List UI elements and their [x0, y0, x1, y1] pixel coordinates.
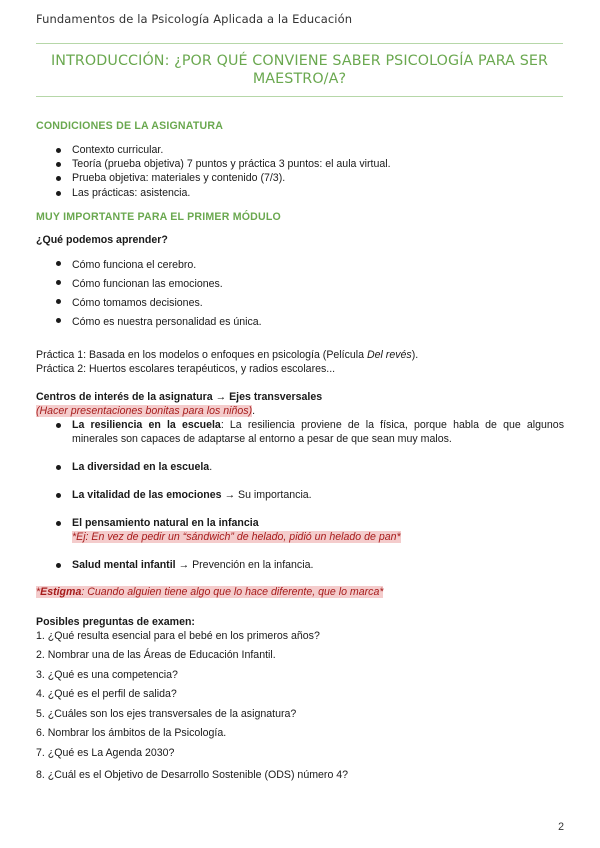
important-heading: MUY IMPORTANTE PARA EL PRIMER MÓDULO	[36, 210, 281, 223]
page-title: INTRODUCCIÓN: ¿POR QUÉ CONVIENE SABER PSICOLOGÍA PARA SER MAESTRO/A?	[50, 53, 549, 87]
list-item: 6. Nombrar los ámbitos de la Psicología.	[36, 727, 227, 740]
exam-questions	[36, 627, 564, 786]
list-item: 3. ¿Qué es una competencia?	[36, 668, 178, 681]
list-item: Cómo tomamos decisiones.	[36, 294, 564, 313]
list-item: Cómo funcionan las emociones.	[36, 275, 564, 294]
list-item: Teoría (prueba objetiva) 7 puntos y práctica 3 puntos: el aula virtual.	[36, 157, 564, 171]
content	[36, 119, 564, 786]
running-header: Fundamentos de la Psicología Aplicada a la Educación	[36, 12, 353, 26]
list-item: La resiliencia en la escuela: La resiliencia proviene de la física, porque habla de que algunos minerales son capaces de adaptarse al entorno a pesar de que sean muy malos.	[36, 418, 564, 446]
list-item: 1. ¿Qué resulta esencial para el bebé en los primeros años?	[36, 629, 320, 642]
list-item: Contexto curricular.	[36, 143, 564, 157]
list-item: La vitalidad de las emociones → Su importancia.	[36, 488, 564, 502]
stigma-note: *Estigma: Cuando alguien tiene algo que lo hace diferente, que lo marca*	[36, 585, 384, 598]
conditions-list	[36, 143, 564, 200]
centers-note: (Hacer presentaciones bonitas para los niños).	[36, 404, 256, 417]
list-item: 8. ¿Cuál es el Objetivo de Desarrollo Sostenible (ODS) número 4?	[36, 769, 349, 782]
conditions-heading: CONDICIONES DE LA ASIGNATURA	[36, 120, 224, 132]
list-item: 5. ¿Cuáles son los ejes transversales de la asignatura?	[36, 707, 297, 720]
list-item: La diversidad en la escuela.	[36, 460, 564, 474]
centers-list	[36, 418, 564, 572]
list-item: 2. Nombrar una de las Áreas de Educación Infantil.	[36, 649, 276, 662]
list-item: 7. ¿Qué es La Agenda 2030?	[36, 746, 175, 759]
list-item: 4. ¿Qué es el perfil de salida?	[36, 688, 177, 701]
exam-heading: Posibles preguntas de examen:	[36, 615, 195, 628]
list-item: Cómo es nuestra personalidad es única.	[36, 313, 564, 332]
list-item: Salud mental infantil → Prevención en la infancia.	[36, 558, 564, 572]
practice-2: Práctica 2: Huertos escolares terapéuticos, y radios escolares...	[36, 362, 336, 375]
practice-1: Práctica 1: Basada en los modelos o enfoques en psicología (Película Del revés).	[36, 348, 419, 361]
list-item: El pensamiento natural en la infancia *Ej: En vez de pedir un “sándwich” de helado, pidió un helado de pan*	[36, 516, 564, 544]
centers-heading: Centros de interés de la asignatura → Ejes transversales	[36, 390, 323, 403]
list-item: Prueba objetiva: materiales y contenido (7/3).	[36, 171, 564, 185]
list-item: Cómo funciona el cerebro.	[36, 256, 564, 275]
list-item: Las prácticas: asistencia.	[36, 186, 564, 200]
important-question: ¿Qué podemos aprender?	[36, 233, 168, 246]
title-bottom-rule	[36, 96, 563, 97]
title-top-rule	[36, 43, 563, 44]
important-list	[36, 256, 564, 332]
page-number: 2	[558, 821, 564, 833]
